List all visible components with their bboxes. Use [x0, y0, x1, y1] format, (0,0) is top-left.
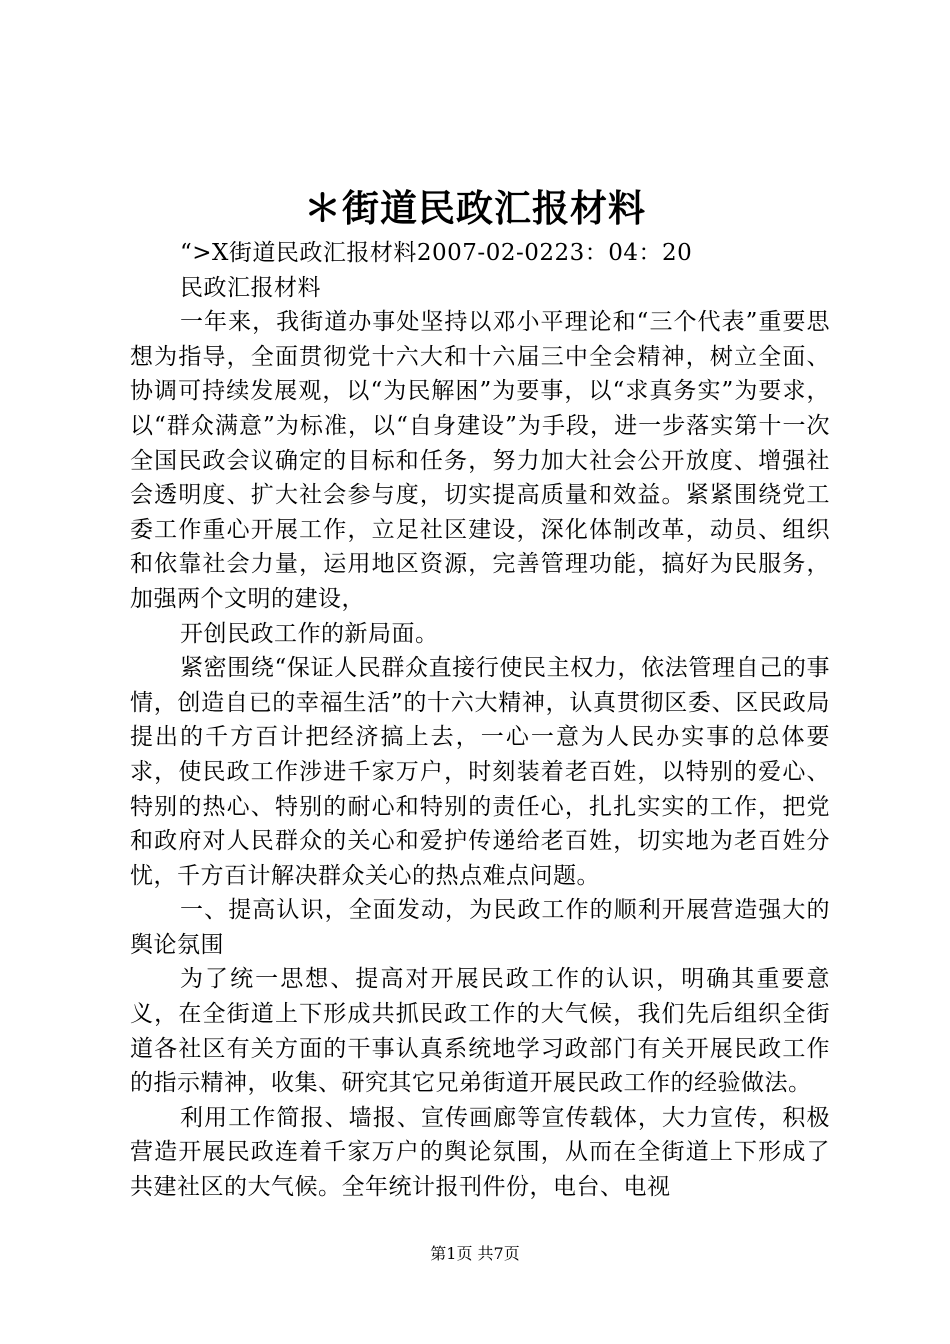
paragraph: 开创民政工作的新局面。: [180, 620, 439, 647]
paragraph: 利用工作简报、墙报、宣传画廊等宣传载体，大力宣传，积极营造开展民政连着千家万户的舆论氛围，从而在全街道上下形成了共建社区的大气候。全年统计报刊件份，电台、电视: [130, 1104, 830, 1201]
document-body: [130, 236, 830, 1205]
paragraph: “>X街道民政汇报材料2007-02-0223：04：20: [180, 240, 693, 266]
paragraph: 民政汇报材料: [180, 274, 321, 301]
paragraph: 紧密围绕“保证人民群众直接行使民主权力，依法管理自己的事情，创造自已的幸福生活”的十六大精神，认真贯彻区委、区民政局提出的千方百计把经济搞上去，一心一意为人民办实事的总体要求，使民政工作涉进千家万户，时刻装着老百姓，以特别的爱心、特别的热心、特别的耐心和特别的责任心，扎扎实实的工作，把党和政府对人民群众的关心和爱护传递给老百姓，切实地为老百姓分忧，千方百计解决群众关心的热点难点问题。: [130, 655, 830, 889]
paragraph: 一年来，我街道办事处坚持以邓小平理论和“三个代表”重要思想为指导，全面贯彻党十六大和十六届三中全会精神，树立全面、协调可持续发展观，以“为民解困”为要事，以“求真务实”为要求，以“群众满意”为标准，以“自身建设”为手段，进一步落实第十一次全国民政会议确定的目标和任务，努力加大社会公开放度、增强社会透明度、扩大社会参与度，切实提高质量和效益。紧紧围绕党工委工作重心开展工作，立足社区建设，深化体制改革，动员、组织和依靠社会力量，运用地区资源，完善管理功能，搞好为民服务，加强两个文明的建设，: [130, 309, 830, 612]
paragraph: 一、提高认识，全面发动，为民政工作的顺利开展营造强大的舆论氛围: [130, 897, 830, 958]
page-footer: 第1页 共7页: [430, 1244, 520, 1263]
paragraph: 为了统一思想、提高对开展民政工作的认识，明确其重要意义，在全街道上下形成共抓民政工作的大气候，我们先后组织全街道各社区有关方面的干事认真系统地学习政部门有关开展民政工作的指示精神，收集、研究其它兄弟街道开展民政工作的经验做法。: [130, 966, 830, 1097]
document-title: ＊街道民政汇报材料: [304, 186, 646, 230]
